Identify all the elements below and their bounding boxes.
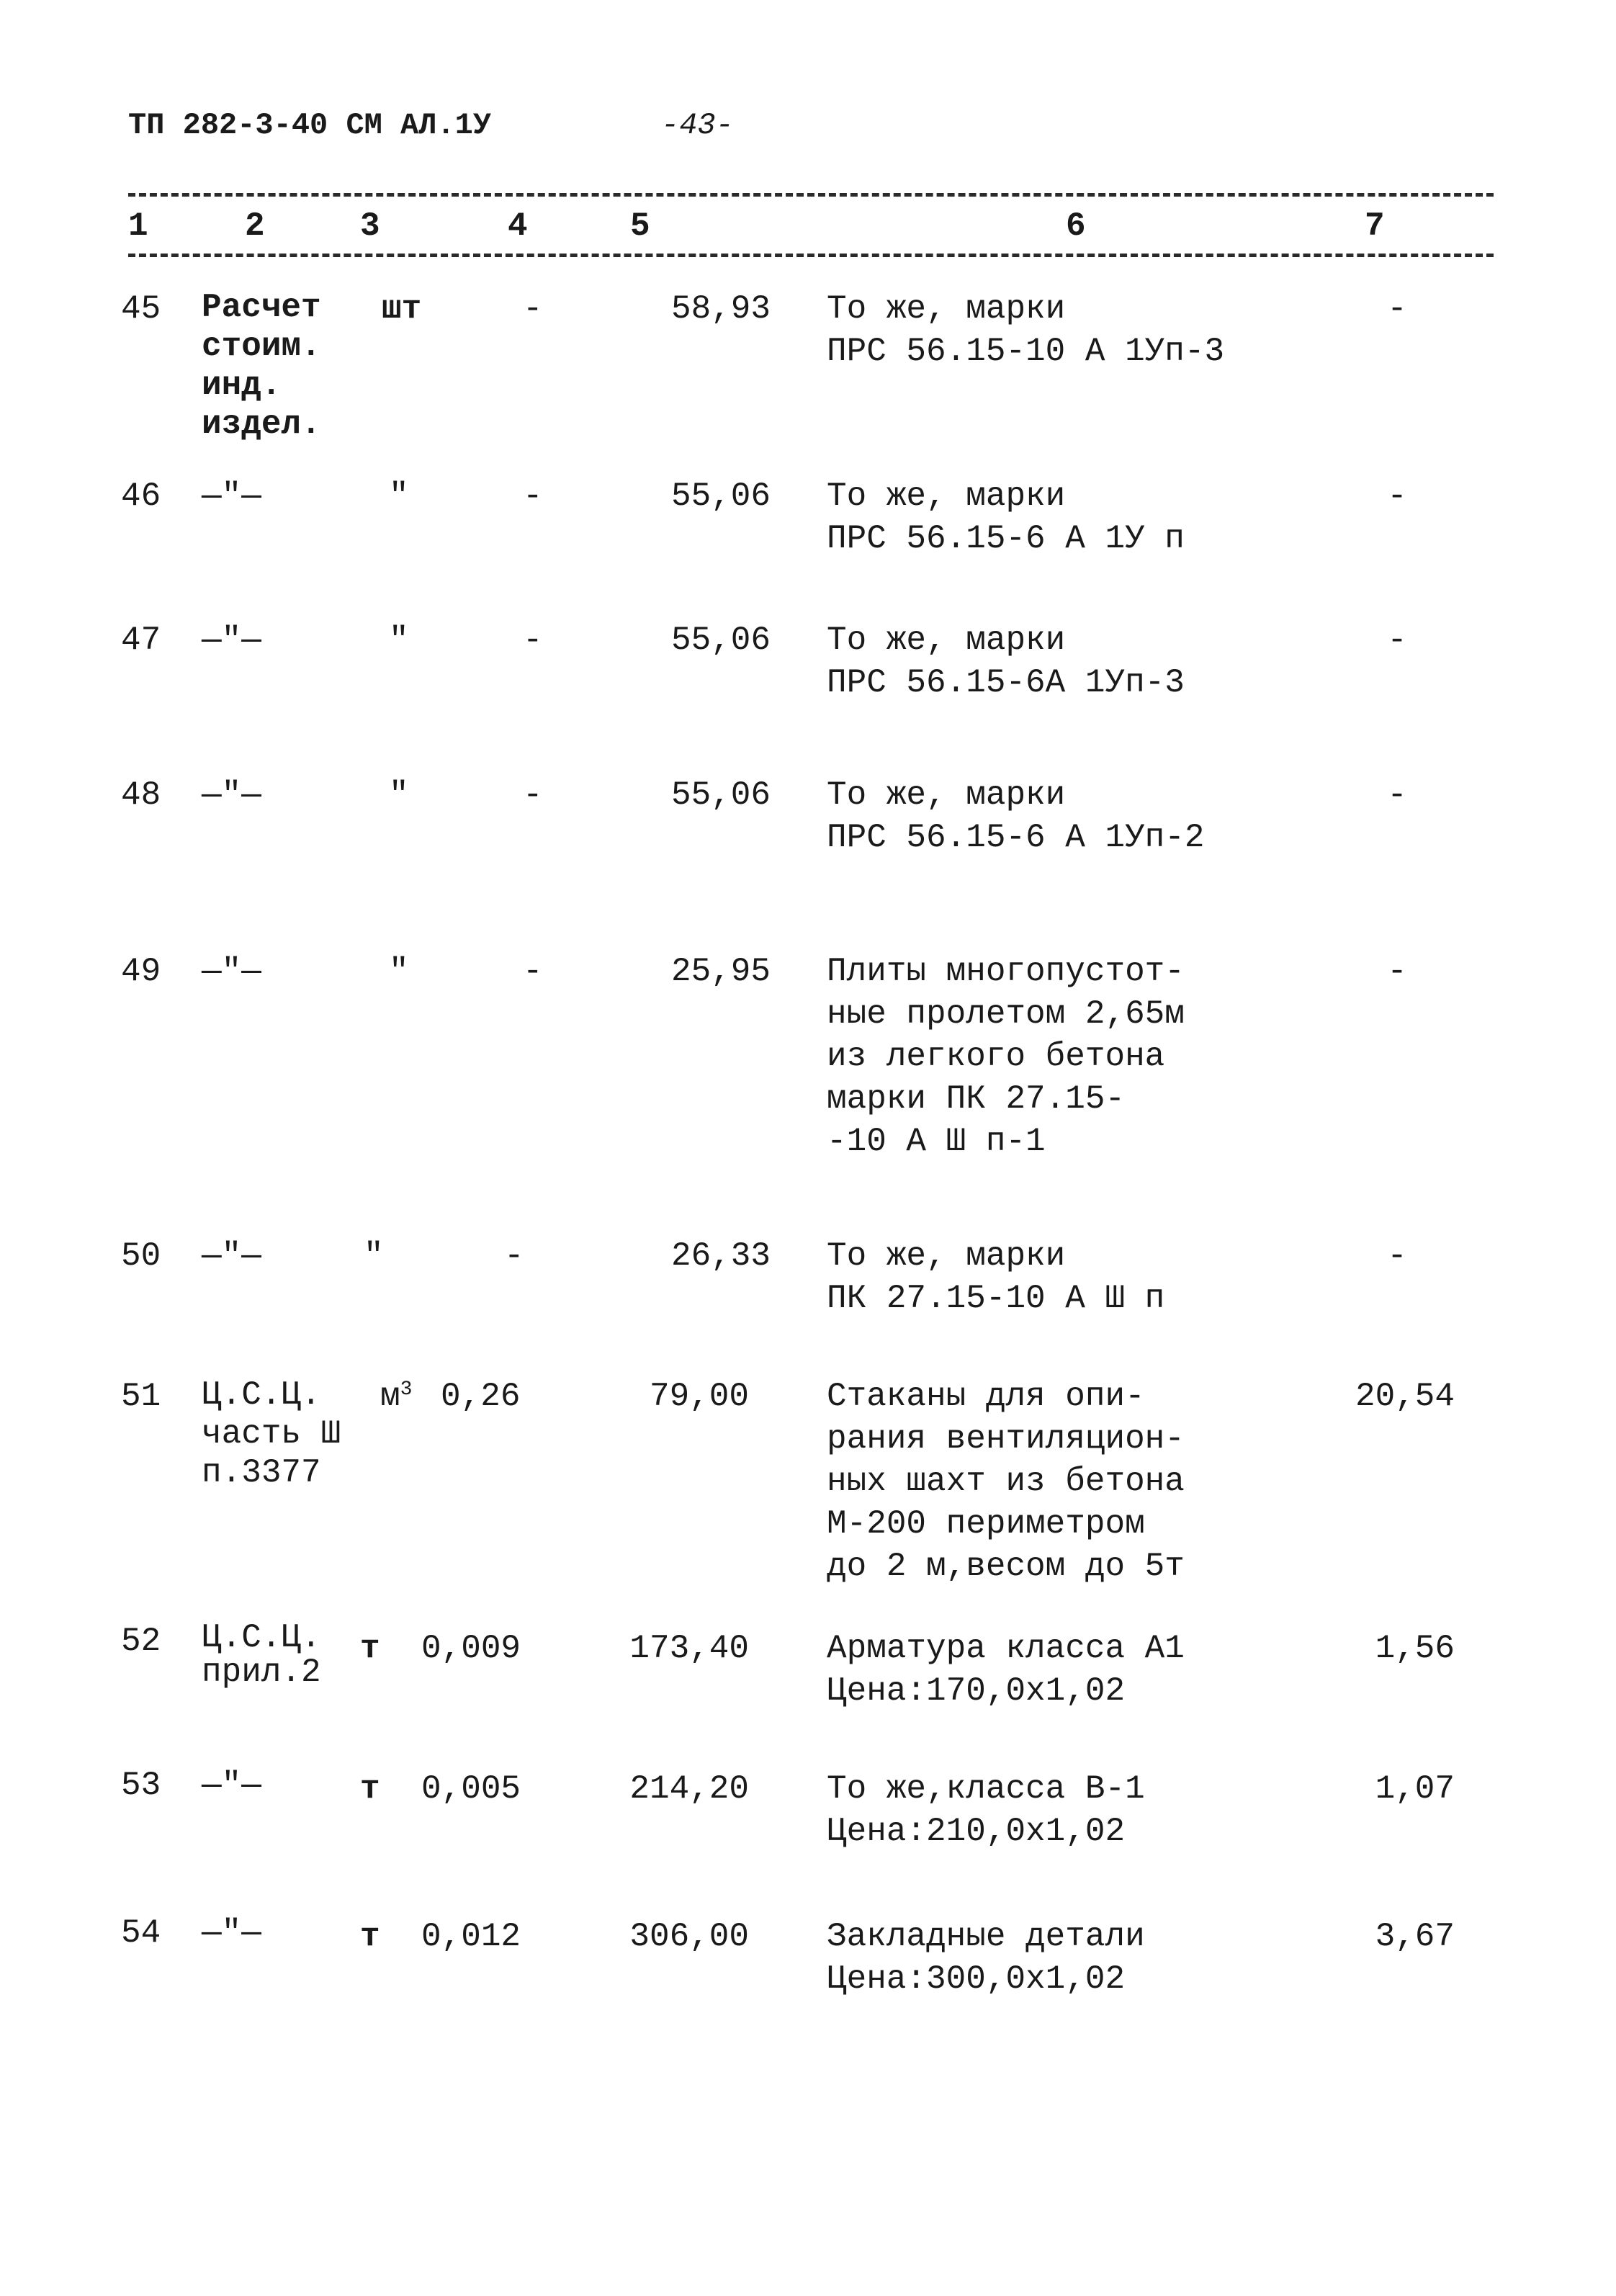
document-code: ТП 282-3-40 СМ АЛ.1У [128, 108, 492, 143]
row-quantity: - [523, 290, 543, 328]
row-number: 46 [121, 477, 161, 515]
row-number: 51 [121, 1378, 161, 1415]
row-number: 47 [121, 622, 161, 659]
row-basis: Ц.С.Ц. часть Ш п.3377 [202, 1376, 341, 1492]
row-description: То же, марки ПК 27.15-10 А Ш п [827, 1237, 1165, 1317]
row-description: То же, марки ПРС 56.15-6А 1Уп-3 [827, 622, 1185, 701]
row-description: Закладные детали Цена:300,0х1,02 [827, 1918, 1145, 1998]
row-unit-price: 26,33 [670, 1237, 771, 1275]
row-number: 53 [121, 1767, 161, 1804]
row-unit-price: 55,06 [670, 776, 771, 814]
row-basis: Ц.С.Ц. прил.2 [202, 1619, 321, 1691]
row-unit: " [389, 776, 409, 814]
column-header-2: 2 [245, 207, 265, 245]
row-unit-price: 55,06 [670, 477, 771, 515]
row-basis: —"— [202, 1767, 261, 1804]
row-number: 54 [121, 1914, 161, 1952]
row-description: То же,класса В-1 Цена:210,0х1,02 [827, 1770, 1145, 1850]
row-total: 1,56 [1375, 1630, 1455, 1667]
row-description: Плиты многопустот- ные пролетом 2,65м из легкого бетона марки ПК 27.15- -10 А Ш п-1 [827, 953, 1185, 1160]
row-total: - [1387, 1237, 1407, 1275]
row-number: 45 [121, 290, 161, 328]
row-basis: —"— [202, 953, 261, 990]
row-unit-price: 25,95 [670, 953, 771, 990]
row-basis: —"— [202, 776, 261, 814]
row-quantity: 0,009 [421, 1630, 521, 1667]
row-description: То же, марки ПРС 56.15-6 А 1Уп-2 [827, 776, 1205, 856]
row-quantity: 0,005 [421, 1770, 521, 1808]
row-quantity: - [504, 1237, 524, 1275]
row-basis: —"— [202, 1237, 261, 1275]
row-total: - [1387, 776, 1407, 814]
row-description: То же, марки ПРС 56.15-6 А 1У п [827, 477, 1185, 557]
row-basis: —"— [202, 477, 261, 515]
row-unit-price: 58,93 [670, 290, 771, 328]
row-number: 48 [121, 776, 161, 814]
row-unit: " [389, 953, 409, 990]
row-quantity: 0,26 [441, 1378, 521, 1415]
row-description: Стаканы для опи- рания вентиляцион- ных шахт из бетона М-200 периметром до 2 м,весом до 5т [827, 1378, 1185, 1585]
row-unit: " [389, 622, 409, 659]
page-number: -43- [661, 108, 734, 143]
row-unit: т [360, 1918, 380, 1955]
row-quantity: - [523, 622, 543, 659]
row-total: - [1387, 290, 1407, 328]
row-quantity: 0,012 [421, 1918, 521, 1955]
column-header-4: 4 [508, 207, 528, 245]
table-header-rule [128, 254, 1494, 257]
row-unit-price: 55,06 [670, 622, 771, 659]
row-total: 3,67 [1375, 1918, 1455, 1955]
row-unit: $м^3$ [380, 1378, 413, 1415]
column-header-3: 3 [360, 207, 380, 245]
row-unit: т [360, 1630, 380, 1667]
row-unit-price: 173,40 [629, 1630, 749, 1667]
row-unit-price: 79,00 [649, 1378, 749, 1415]
row-total: 20,54 [1355, 1378, 1455, 1415]
row-number: 52 [121, 1623, 161, 1660]
row-basis: —"— [202, 1914, 261, 1952]
row-unit-price: 214,20 [629, 1770, 749, 1808]
row-description: То же, марки ПРС 56.15-10 А 1Уп-3 [827, 290, 1225, 370]
column-header-6: 6 [1066, 207, 1086, 245]
row-quantity: - [523, 477, 543, 515]
row-unit: т [360, 1770, 380, 1808]
row-total: - [1387, 622, 1407, 659]
row-unit-price: 306,00 [629, 1918, 749, 1955]
row-unit: шт [382, 290, 422, 328]
row-basis: Расчет стоим. инд. издел. [202, 289, 321, 443]
row-quantity: - [523, 776, 543, 814]
column-header-7: 7 [1365, 207, 1385, 245]
row-total: 1,07 [1375, 1770, 1455, 1808]
column-header-1: 1 [128, 207, 148, 245]
row-description: Арматура класса А1 Цена:170,0х1,02 [827, 1630, 1185, 1710]
row-number: 49 [121, 953, 161, 990]
superscript: 3 [400, 1378, 413, 1401]
row-unit: " [364, 1237, 384, 1275]
row-total: - [1387, 477, 1407, 515]
row-quantity: - [523, 953, 543, 990]
row-total: - [1387, 953, 1407, 990]
row-number: 50 [121, 1237, 161, 1275]
row-basis: —"— [202, 622, 261, 659]
row-unit: " [389, 477, 409, 515]
table-top-rule [128, 193, 1494, 197]
column-header-5: 5 [630, 207, 650, 245]
